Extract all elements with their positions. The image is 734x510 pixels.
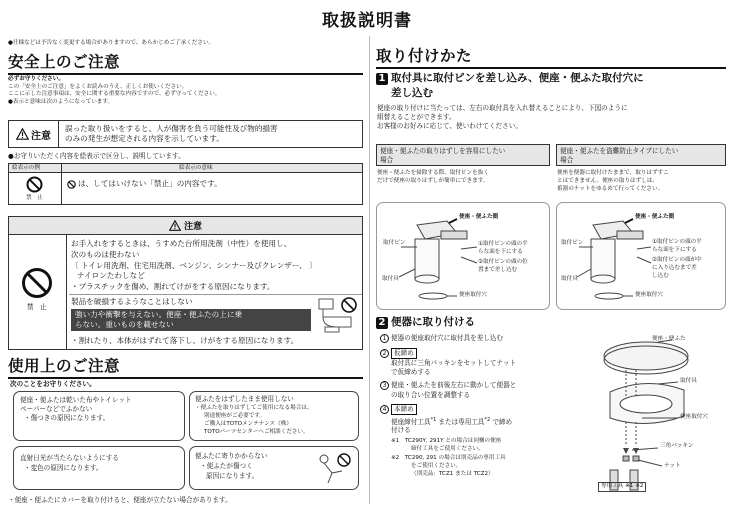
safety-heading: 安全上のご注意 [8,50,363,75]
install-heading: 取り付けかた [376,44,726,69]
usage-note-box [189,391,359,441]
symbol-table [8,163,363,205]
diagram-label: 置まで差し込む [478,267,518,273]
safety-intro-line: この「安全上のご注意」をよくお読みのうえ、正しくお使いください。 [8,83,188,90]
step1-body: 組替えることができます。 [377,113,456,121]
diagram-label: 取付ピン [561,240,584,246]
step-number: 1 [376,73,388,85]
diagram-label: ②取付ピンの頭の位 [478,259,528,265]
step2-item: 4 本締め [380,404,417,415]
caution-item-text: 製品を破損するようなことはしない [71,297,193,306]
diagram-label: 便座・便ふた [652,336,686,342]
diagram-label: らな面を下にする [478,249,523,255]
caution-box-title: 注意 [183,222,202,232]
option-desc: 蓄器のナットをゆるめて行ってください。 [557,186,664,192]
caution-item-text: 次のものは使わない [71,250,140,259]
symbols-note: ●お守りいただく内容を絵表示で区分し、説明しています。 [8,152,185,160]
diagram-label: 専用工具 ※1 ※2 [598,482,646,492]
usage-footer-note: ・便座・便ふたにカバーを取り付けると、便座が立たない場合があります。 [8,496,232,504]
diagram-label: 取付具 [561,276,578,282]
spec-change-note: ●仕様などは予告なく変更する場合がありますので、あらかじめご了承ください。 [8,40,215,46]
option-header: 便座・便ふたの取りはずしを容易にしたい 場合 [376,144,550,166]
step1-title: 1 取付具に取付ピンを差し込み、便座・便ふた取付穴に [376,70,644,85]
step2-item-text: 便座締付工具$^{*1}$ または専用工具$^{*2}$ で締め [391,417,513,427]
usage-note-text: ・便ふたを取りはずしてご使用になる場合は、 [195,405,313,411]
safety-subhead: 必ずお守りください。 [8,76,64,82]
step1-body: お客様のお好みに応じて、使いわけてください。 [377,122,522,130]
usage-note-text: ・傷つきの原因になります。 [24,414,110,422]
option-desc: 便座・便ふたを掃除する際、取付ピンを抜く [377,170,489,176]
usage-note-text: TOTOパーツセンターへご相談ください。 [204,429,309,435]
caution-item-text: お手入れをするときは、うすめた台所用洗剤（中性）を使用し、 [71,239,292,248]
diagram-antitheft [556,202,726,310]
usage-note-text: 原因になります。 [206,472,259,480]
usage-note-text: 別途便座がご必要です。 [204,413,266,419]
symbol-table-header: 絵表示の例 [12,165,40,171]
caution-definition-text: のみの発生が想定される内容を示しています。 [65,134,224,143]
diagram-label: 便座・便ふた側 [459,214,499,220]
step2-item-text: の取り合い位置を調整する [391,391,471,399]
caution-highlight-text: 強い力や衝撃を与えない。便座・便ふたの上に乗 [75,310,243,319]
safety-intro-line: ここに示した注意事項は、安全に関する重要な内容ですので、必ず守ってください。 [8,91,221,97]
diagram-label: し込む [652,273,669,279]
diagram-label: 便座・便ふた側 [635,214,675,220]
usage-note-text: 便ふたに寄りかからない [195,452,268,460]
usage-note-text: ・便ふたが傷つく [200,462,253,470]
diagram-label: に入り込むまで差 [652,265,697,271]
prohibit-label: 禁 止 [27,303,47,311]
diagram-label: 取付具 [382,276,399,282]
toilet-install-diagram [596,326,728,506]
diagram-label: 三角パッキン [660,443,694,449]
step2-item: 3 便座・便ふたを前後左右に動かして便器と [380,381,516,390]
prohibited-icon [26,176,43,193]
prohibited-icon [21,267,53,299]
option-desc: だけで便座の取りはずしが簡単にできます。 [377,178,489,184]
diagram-label: 便座取付穴 [635,292,663,298]
step-number: 2 [376,317,388,329]
safety-intro [8,76,363,106]
caution-item-text: ・割れたり、本体がはずれて落下し、けがをする原因になります。 [71,336,299,345]
caution-highlight [71,309,311,331]
diagram-label: ①取付ピンの頭の平 [478,241,528,247]
diagram-label: ②取付ピンの頭が中 [652,257,702,263]
caution-item-text: ナイロンたわしなど [77,271,145,280]
usage-note-text: ・変色の原因になります。 [24,464,103,472]
diagram-removable [376,202,550,310]
diagram-label: ナット [664,463,681,469]
leaning-person-illustration [314,451,354,487]
usage-note-box [13,391,185,441]
step1-title-cont: 差し込む [391,87,433,99]
diagram-label: らな面を下にする [652,247,697,253]
usage-note-box [189,446,359,490]
toilet-weight-illustration [315,295,361,333]
caution-item-text: トイレ用洗剤、住宅用洗剤、ベンジン、シンナー及びクレンザー、 [81,261,307,270]
usage-note-text: ペーパーなどでふかない [20,405,93,413]
diagram-label: 取付具 [680,378,697,384]
step2-note: をご使用ください。 [411,463,462,469]
usage-note-text: 直射日光が当たらないようにする [20,454,119,462]
warning-triangle-icon [16,128,29,140]
step2-note: （別売品：TCZ1 または TCZ2） [411,471,494,477]
caution-box: 注意 禁 止 お手入れをするときは、うすめた台所用洗剤（中性）を使用し、 次のものは使わない 〔 トイレ用洗剤、住宅用洗剤、ベンジン、シンナー及びクレンザー、 〕 ナイロンたわしなど ・プラスチックを傷め、割れてけがをする原因になります。 製品を破損するようなことはしない 強い力や衝撃を与えない。便座・便ふたの上に乗 らない。重いものを載せない ・割れたり、本体がはずれて落下し、けがをする原因になります。 [8,216,363,350]
step2-item-text: で仮締めする [391,368,431,376]
caution-highlight-text: らない。重いものを載せない [75,320,174,329]
safety-intro-line: ●表示と意味は次のようになっています。 [8,98,114,105]
prohibited-icon [67,180,76,189]
caution-box-header [9,217,362,235]
usage-note-text: 便座・便ふたは乾いた布やトイレット [20,396,132,404]
option-desc: 便座を便器に取付けたままで、取りはずすこ [557,170,669,176]
step2-note: ※2 TC290, 291 の場合は別売品の専用工具 [391,455,506,461]
diagram-label: 取付ピン [383,240,406,246]
usage-note-text: 便ふたをはずしたまま使用しない [195,395,294,403]
usage-subhead: 次のことをお守りください。 [10,380,96,388]
step2-item: 1 便器の便座取付穴に取付具を差し込む [380,334,503,343]
caution-label-cell [9,121,59,147]
step2-title: 2 便器に取り付ける [376,314,475,329]
diagram-label: ①取付ピンの頭の平 [652,239,702,245]
step2-item: 2 仮締め [380,348,417,359]
step2-note: 締付工具をご使用ください。 [411,446,484,452]
usage-heading: 使用上のご注意 [8,354,363,379]
symbol-table-header: 絵表示の意味 [179,165,213,171]
step2-note: ※1 TC290Y, 291Y との場合は同梱の便座 [391,438,502,444]
option-desc: とはできません。便座の取りはずしは、 [557,178,659,184]
usage-note-box [13,446,185,490]
warning-triangle-icon [169,220,181,231]
prohibit-meaning: は、してはいけない「禁止」の内容です。 [78,179,222,188]
document-title: 取扱説明書 [322,11,412,31]
step2-item-text: 取付具に三角パッキンをセットしてナット [391,359,517,367]
diagram-label: 便座取付穴 [680,414,708,420]
option-header: 便座・便ふたを盗難防止タイプにしたい 場合 [556,144,726,166]
step1-body: 便座の取り付けに当たっては、左右の取付具を入れ替えることにより、下図のように [377,104,628,112]
caution-definition-text: 誤った取り扱いをすると、人が傷害を負う可能性及び物的損害 [65,124,278,133]
caution-label: 注意 [31,130,51,142]
prohibit-label: 禁 止 [26,195,43,201]
diagram-label: 便座取付穴 [459,292,487,298]
usage-note-text: ご購入はTOTOメンテナンス（株） [204,421,292,427]
step2-item-text: 付ける [391,426,411,434]
caution-definition-box [8,120,363,148]
caution-item-text: ・プラスチックを傷め、割れてけがをする原因になります。 [71,282,275,291]
